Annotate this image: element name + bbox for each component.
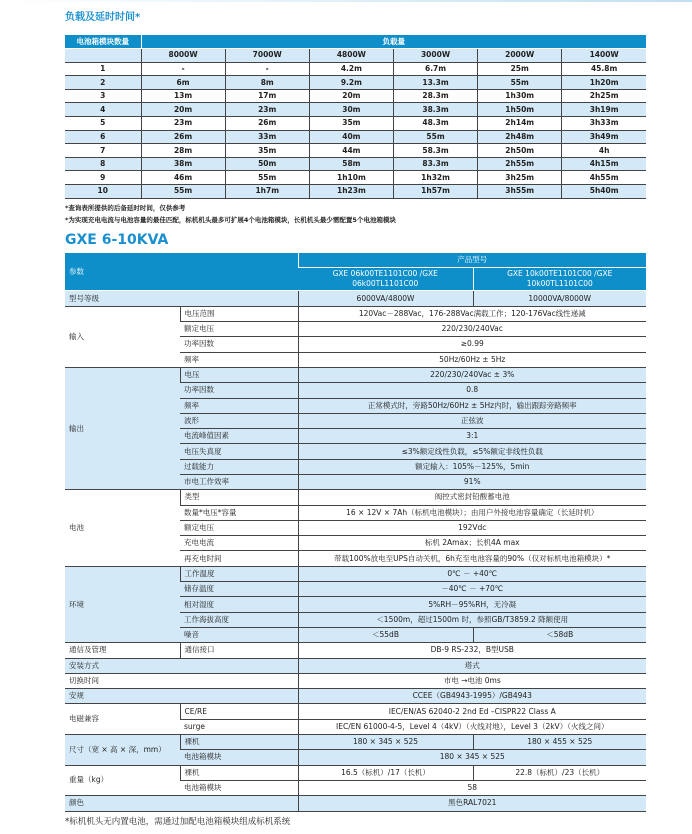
- param-label: 裸机: [180, 735, 298, 750]
- cell-module-count: 10: [65, 185, 141, 199]
- param-label: 电压失真度: [180, 444, 298, 459]
- param-label: 频率: [180, 398, 298, 413]
- cell-module-count: 8: [65, 157, 141, 171]
- cell-runtime: 44m: [309, 144, 393, 158]
- group-label: 电池: [65, 490, 180, 566]
- table-row: [65, 62, 646, 76]
- cell-module-count: 4: [65, 103, 141, 117]
- cell-runtime: 4h55m: [562, 171, 646, 185]
- param-value: 6000VA/4800W: [298, 291, 473, 306]
- cell-runtime: 5h40m: [562, 185, 646, 199]
- cell-runtime: 6m: [141, 76, 225, 90]
- cell-runtime: 1h7m: [225, 185, 309, 199]
- cell-runtime: 2h48m: [478, 130, 562, 144]
- spec-row: [65, 673, 646, 688]
- param-value: ＜58dB: [473, 627, 646, 642]
- param-value: 3:1: [298, 429, 646, 444]
- param-value: 带载100%放电至UPS自动关机，6h充至电池容量的90%（仅对标机电池箱模块）*: [298, 551, 646, 566]
- load-header-4800W: 4800W: [309, 49, 393, 63]
- cell-runtime: 1h10m: [309, 171, 393, 185]
- cell-runtime: 40m: [309, 130, 393, 144]
- cell-runtime: 3h33m: [562, 117, 646, 131]
- spec-row: [65, 765, 646, 780]
- cell-runtime: 1h20m: [562, 76, 646, 90]
- cell-runtime: 55m: [478, 76, 562, 90]
- model-6k: GXE 06k00TE1101C00 /GXE 06k00TL1101C00: [298, 268, 473, 291]
- cell-runtime: 13.3m: [393, 76, 477, 90]
- cell-runtime: 38.3m: [393, 103, 477, 117]
- spec-header-row: [65, 253, 646, 268]
- note-1: *查询表所提供的后备延时时间，仅供参考: [65, 203, 186, 212]
- param-value: 180 × 345 × 525: [298, 735, 473, 750]
- spec-row: [65, 658, 646, 673]
- param-value: ≤3%额定线性负载，≤5%额定非线性负载: [298, 444, 646, 459]
- cell-runtime: 6.7m: [393, 62, 477, 76]
- cell-runtime: 35m: [309, 117, 393, 131]
- param-value: 塔式: [298, 658, 646, 673]
- group-label: 安规: [65, 689, 298, 704]
- spec-title: GXE 6-10KVA: [65, 231, 169, 248]
- param-label: 充电电流: [180, 536, 298, 551]
- cell-runtime: 30m: [309, 103, 393, 117]
- spec-row: [65, 643, 646, 658]
- spec-row: [65, 291, 646, 306]
- group-label: 电磁兼容: [65, 704, 180, 735]
- param-label: 电池箱模块: [180, 750, 298, 765]
- param-value: 16 × 12V × 7Ah（标机电池模块）；由用户外接电池容量确定（长延时机）: [298, 505, 646, 520]
- cell-runtime: 25m: [478, 62, 562, 76]
- param-label: 类型: [180, 490, 298, 505]
- notes: [65, 201, 646, 225]
- cell-runtime: 58m: [309, 157, 393, 171]
- cell-runtime: 4h15m: [562, 157, 646, 171]
- spec-row: [65, 704, 646, 719]
- table-row: [65, 144, 646, 158]
- spec-table: [65, 253, 646, 812]
- model-header: 产品型号: [298, 253, 646, 268]
- load-header-3000W: 3000W: [393, 49, 477, 63]
- table-row: [65, 185, 646, 199]
- cell-runtime: 38m: [141, 157, 225, 171]
- param-value: 220/230/240Vac ± 3%: [298, 367, 646, 382]
- group-label: 型号等级: [65, 291, 298, 306]
- param-value: 标机 2Amax；长机4A max: [298, 536, 646, 551]
- load-header-1400W: 1400W: [562, 49, 646, 63]
- param-value: －40℃ － +70℃: [298, 582, 646, 597]
- group-label: 输入: [65, 306, 180, 367]
- cell-runtime: 3h19m: [562, 103, 646, 117]
- cell-runtime: 48.3m: [393, 117, 477, 131]
- cell-runtime: 9.2m: [309, 76, 393, 90]
- param-value: IEC/EN 61000-4-5，Level 4（4kV）（火线对地），Level 3（2kV）（火线之间）: [298, 719, 646, 734]
- spec-row: [65, 490, 646, 505]
- param-value: ≥0.99: [298, 337, 646, 352]
- cell-runtime: 26m: [225, 117, 309, 131]
- param-value: 120Vac－288Vac，176-288Vac满载工作；120-176Vac线性递减: [298, 306, 646, 321]
- table-row: [65, 89, 646, 103]
- param-value: 180 × 455 × 525: [473, 735, 646, 750]
- cell-runtime: 1h32m: [393, 171, 477, 185]
- param-value: 市电 →电池 0ms: [298, 673, 646, 688]
- cell-runtime: 55m: [141, 185, 225, 199]
- cell-runtime: 20m: [141, 103, 225, 117]
- param-label: 电流峰值因素: [180, 429, 298, 444]
- cell-runtime: 8m: [225, 76, 309, 90]
- param-value: 22.8（标机）/23（长机）: [473, 765, 646, 780]
- param-label: 噪音: [180, 627, 298, 642]
- param-value: 50Hz/60Hz ± 5Hz: [298, 352, 646, 367]
- cell-runtime: 2h25m: [562, 89, 646, 103]
- table-row: [65, 117, 646, 131]
- cell-runtime: 46m: [141, 171, 225, 185]
- param-value: 阀控式密封铅酸蓄电池: [298, 490, 646, 505]
- table-row: [65, 171, 646, 185]
- param-label: surge: [180, 719, 298, 734]
- model-10k: GXE 10k00TE1101C00 /GXE 10k00TL1101C00: [473, 268, 646, 291]
- param-value: 10000VA/8000W: [473, 291, 646, 306]
- cell-runtime: 55m: [393, 130, 477, 144]
- cell-runtime: 23m: [225, 103, 309, 117]
- param-label: 频率: [180, 352, 298, 367]
- load-table-title: 负载及延时时间*: [65, 12, 141, 23]
- param-value: 黑色RAL7021: [298, 796, 646, 811]
- cell-runtime: 17m: [225, 89, 309, 103]
- param-label: 通信接口: [180, 643, 298, 658]
- param-label: 功率因数: [180, 337, 298, 352]
- cell-module-count: 3: [65, 89, 141, 103]
- group-label: 重量（kg）: [65, 765, 180, 796]
- param-label: 裸机: [180, 765, 298, 780]
- param-value: 0℃ － +40℃: [298, 566, 646, 581]
- cell-runtime: 1h23m: [309, 185, 393, 199]
- param-value: 额定输入：105%－125%，5min: [298, 459, 646, 474]
- param-label: 市电工作效率: [180, 474, 298, 489]
- cell-runtime: 50m: [225, 157, 309, 171]
- page-content: [0, 2, 692, 834]
- table-row: [65, 76, 646, 90]
- param-value: 0.8: [298, 383, 646, 398]
- group-label: 通信及管理: [65, 643, 180, 658]
- param-label: 功率因数: [180, 383, 298, 398]
- group-label: 安装方式: [65, 658, 298, 673]
- table-row: [65, 103, 646, 117]
- table-row: [65, 157, 646, 171]
- cell-runtime: 1h50m: [478, 103, 562, 117]
- cell-module-count: 6: [65, 130, 141, 144]
- table-header-row: [65, 35, 646, 49]
- table-row: [65, 130, 646, 144]
- group-label: 环境: [65, 566, 180, 642]
- cell-runtime: 4.2m: [309, 62, 393, 76]
- param-value: 180 × 345 × 525: [298, 750, 646, 765]
- cell-module-count: 7: [65, 144, 141, 158]
- cell-runtime: 2h14m: [478, 117, 562, 131]
- param-label: 工作海拔高度: [180, 612, 298, 627]
- cell-runtime: 3h55m: [478, 185, 562, 199]
- param-header: 参数: [65, 253, 298, 291]
- col-header-modules: 电池箱模块数量: [65, 35, 141, 49]
- param-value: 220/230/240Vac: [298, 322, 646, 337]
- param-value: CCEE（GB4943-1995）/GB4943: [298, 689, 646, 704]
- spec-row: [65, 566, 646, 581]
- cell-module-count: 9: [65, 171, 141, 185]
- param-value: DB-9 RS-232，B型USB: [298, 643, 646, 658]
- param-value: 16.5（标机）/17（长机）: [298, 765, 473, 780]
- param-label: 电池箱模块: [180, 780, 298, 795]
- param-label: 过载能力: [180, 459, 298, 474]
- spec-row: [65, 306, 646, 321]
- param-label: 额定电压: [180, 322, 298, 337]
- cell-runtime: 3h25m: [478, 171, 562, 185]
- cell-runtime: 4h: [562, 144, 646, 158]
- param-value: ＜55dB: [298, 627, 473, 642]
- cell-runtime: 23m: [141, 117, 225, 131]
- param-label: 相对湿度: [180, 597, 298, 612]
- footnote: *标机机头无内置电池，需通过加配电池箱模块组成标机系统: [65, 816, 291, 827]
- cell-runtime: 13m: [141, 89, 225, 103]
- param-label: 再充电时间: [180, 551, 298, 566]
- param-label: 波形: [180, 413, 298, 428]
- cell-runtime: 2h55m: [478, 157, 562, 171]
- spec-row: [65, 689, 646, 704]
- load-header-row: [65, 49, 646, 63]
- param-value: 58: [298, 780, 646, 795]
- param-value: 正弦波: [298, 413, 646, 428]
- group-label: 颜色: [65, 796, 298, 811]
- cell-runtime: 1h57m: [393, 185, 477, 199]
- param-label: 电压范围: [180, 306, 298, 321]
- cell-runtime: 28m: [141, 144, 225, 158]
- cell-runtime: -: [225, 62, 309, 76]
- param-label: 储存温度: [180, 582, 298, 597]
- cell-module-count: 2: [65, 76, 141, 90]
- param-label: CE/RE: [180, 704, 298, 719]
- cell-runtime: -: [141, 62, 225, 76]
- param-value: ＜1500m，超过1500m 时，参照GB/T3859.2 降额使用: [298, 612, 646, 627]
- spec-row: [65, 735, 646, 750]
- cell-module-count: 1: [65, 62, 141, 76]
- param-value: 5%RH－95%RH，无冷凝: [298, 597, 646, 612]
- load-header-2000W: 2000W: [478, 49, 562, 63]
- param-label: 工作温度: [180, 566, 298, 581]
- spec-row: [65, 367, 646, 382]
- load-header-7000W: 7000W: [225, 49, 309, 63]
- param-value: 91%: [298, 474, 646, 489]
- cell-runtime: 35m: [225, 144, 309, 158]
- cell-runtime: 1h30m: [478, 89, 562, 103]
- param-value: IEC/EN/AS 62040-2 2nd Ed –CISPR22 Class A: [298, 704, 646, 719]
- cell-runtime: 28.3m: [393, 89, 477, 103]
- param-label: 电压: [180, 367, 298, 382]
- param-label: 额定电压: [180, 520, 298, 535]
- param-label: 数量*电压*容量: [180, 505, 298, 520]
- cell-runtime: 3h49m: [562, 130, 646, 144]
- cell-module-count: 5: [65, 117, 141, 131]
- cell-runtime: 26m: [141, 130, 225, 144]
- cell-runtime: 83.3m: [393, 157, 477, 171]
- col-header-load: 负载量: [141, 35, 646, 49]
- cell-runtime: 58.3m: [393, 144, 477, 158]
- param-value: 192Vdc: [298, 520, 646, 535]
- load-header-8000W: 8000W: [141, 49, 225, 63]
- group-label: 切换时间: [65, 673, 298, 688]
- cell-runtime: 45.8m: [562, 62, 646, 76]
- cell-runtime: 2h50m: [478, 144, 562, 158]
- spec-row: [65, 796, 646, 811]
- note-2: *为实现充电电流与电池容量的最佳匹配，标机机头最多可扩展4个电池箱模块，长机机头最少需配置5个电池箱模块: [65, 215, 396, 224]
- cell-runtime: 20m: [309, 89, 393, 103]
- cell-runtime: 55m: [225, 171, 309, 185]
- load-delay-table: [65, 35, 646, 199]
- group-label: 尺寸（宽 × 高 × 深，mm）: [65, 735, 180, 766]
- cell-runtime: 33m: [225, 130, 309, 144]
- group-label: 输出: [65, 367, 180, 489]
- param-value: 正常模式时，旁路50Hz/60Hz ± 5Hz内时，输出跟踪旁路频率: [298, 398, 646, 413]
